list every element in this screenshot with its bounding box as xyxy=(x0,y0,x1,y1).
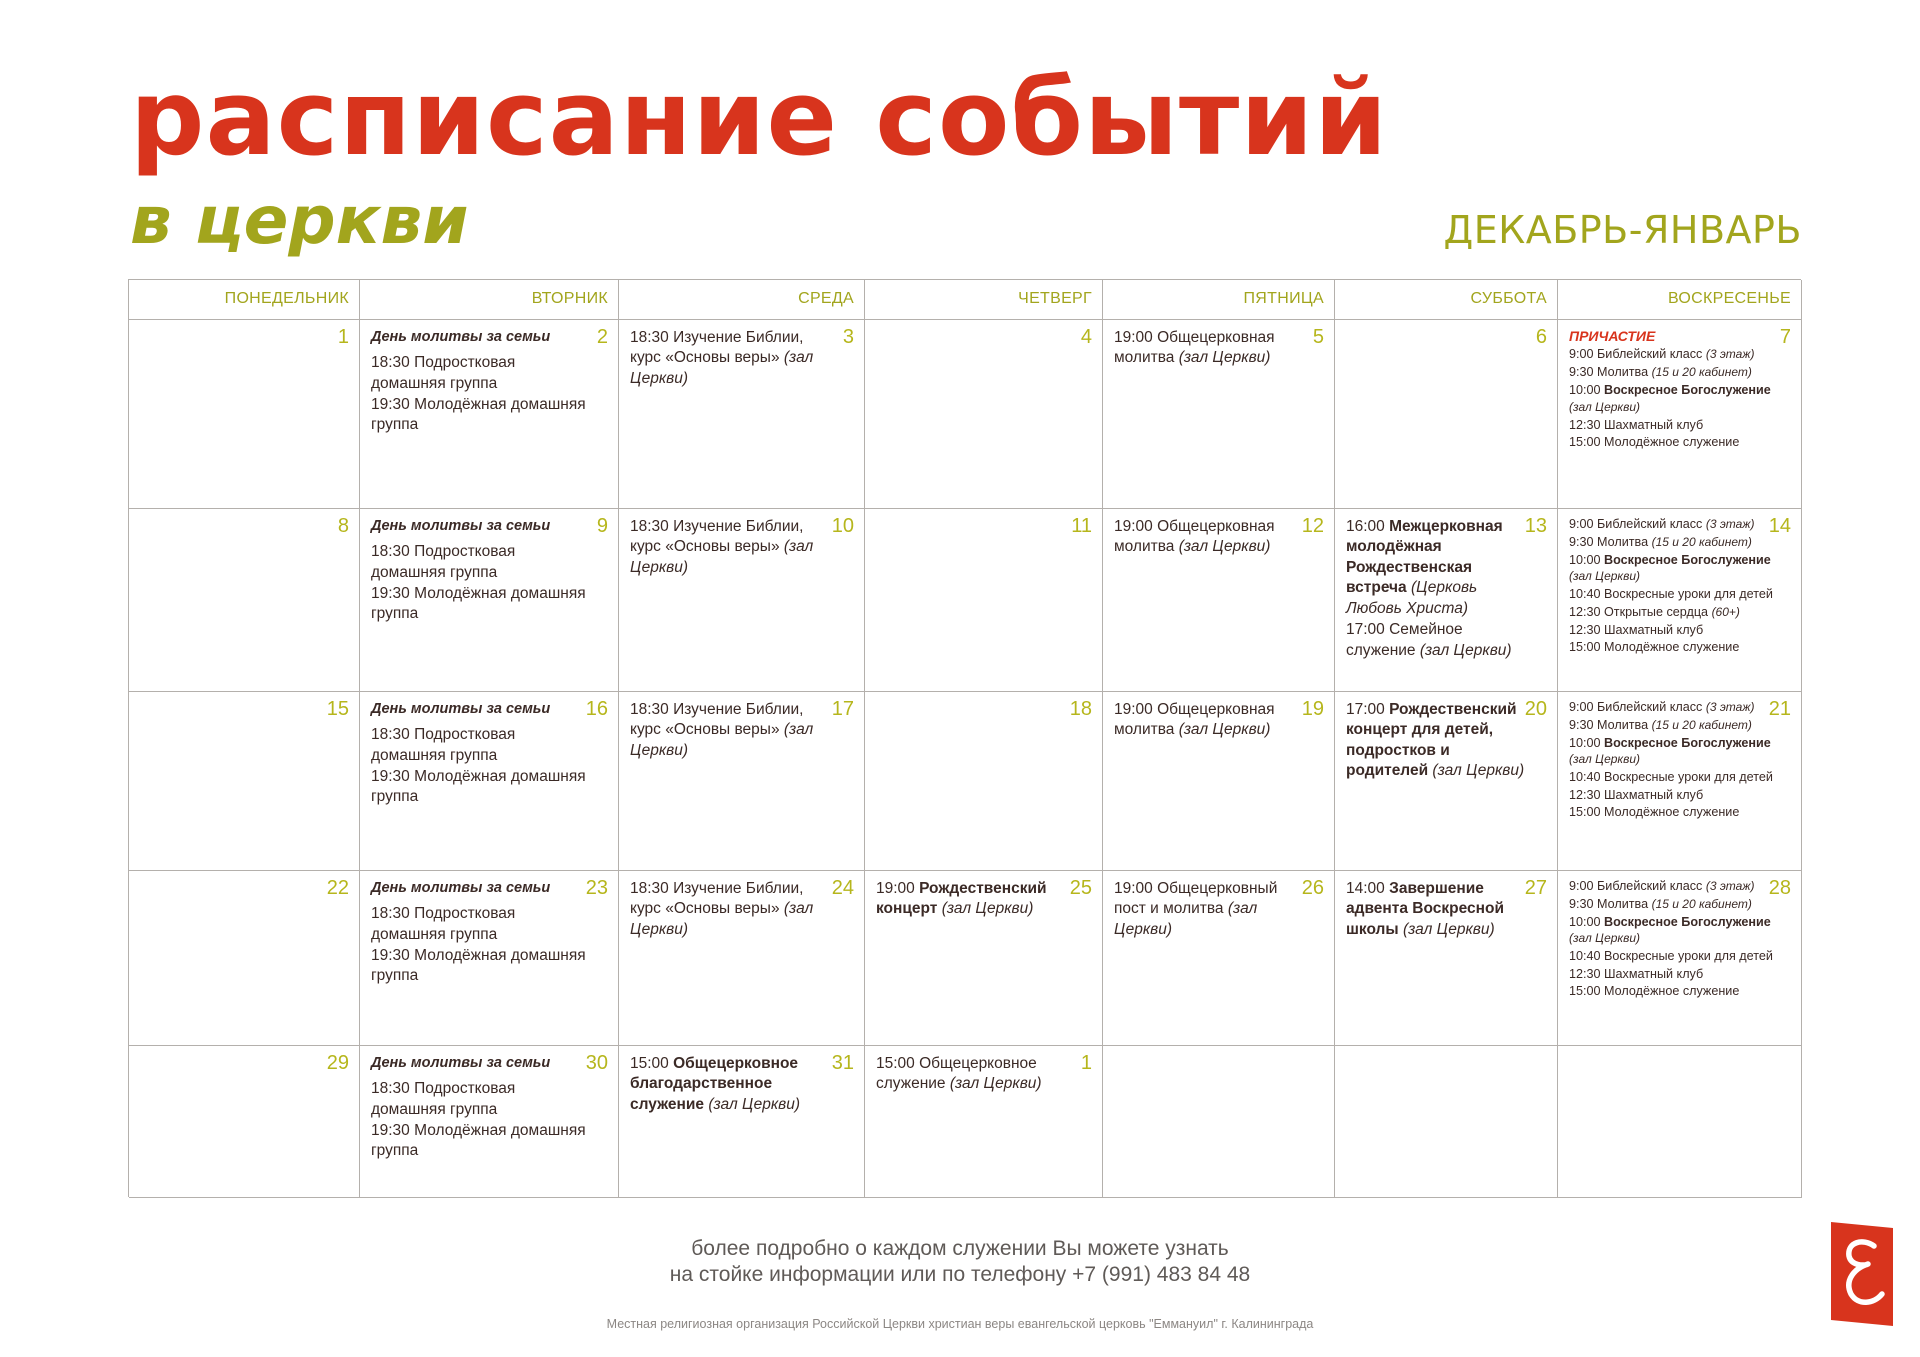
event-location: (3 этаж) xyxy=(1705,347,1755,362)
event-entry xyxy=(1346,517,1527,619)
event-location: (зал Церкви) xyxy=(630,721,814,759)
day-number: 10 xyxy=(831,515,854,537)
event-location: (15 и 20 кабинет) xyxy=(1651,717,1752,732)
event-entry xyxy=(1569,586,1775,603)
event-entry xyxy=(371,879,588,898)
event-entry xyxy=(1569,552,1775,585)
event-entry xyxy=(1346,879,1527,940)
event-entry xyxy=(1569,983,1775,1000)
event-entry xyxy=(876,1054,1072,1095)
event-entry xyxy=(1569,699,1775,716)
day-cell xyxy=(129,509,360,692)
event-location: (зал Церкви) xyxy=(1114,900,1258,938)
event-title: Молитва xyxy=(1597,896,1649,911)
event-entry xyxy=(1569,434,1775,451)
event-entry xyxy=(1569,804,1775,821)
event-location: (зал Церкви) xyxy=(630,900,814,938)
day-number: 9 xyxy=(596,515,608,537)
event-entry xyxy=(630,517,834,578)
day-cell xyxy=(1558,871,1802,1046)
event-time: 9:00 xyxy=(1569,517,1594,531)
event-title: Семейное служение xyxy=(1346,621,1463,659)
day-number: 27 xyxy=(1524,877,1547,899)
event-title: Молодёжная домашняя группа xyxy=(371,396,586,434)
event-time: 10:00 xyxy=(1569,914,1601,929)
event-time: 10:40 xyxy=(1569,949,1601,964)
event-entry xyxy=(1114,700,1304,741)
day-number: 19 xyxy=(1301,698,1324,720)
calendar-grid xyxy=(128,279,1801,1197)
event-title: Молодёжная домашняя группа xyxy=(371,947,586,985)
event-entry xyxy=(1569,639,1775,656)
event-title: Межцерковная молодёжная Рождественская встреча xyxy=(1346,518,1503,597)
day-number: 18 xyxy=(1069,698,1092,720)
day-cell xyxy=(129,1046,360,1198)
day-cell xyxy=(619,509,865,692)
day-cell xyxy=(865,692,1103,871)
event-entry xyxy=(1114,879,1304,940)
day-cell xyxy=(129,692,360,871)
event-title: Библейский класс xyxy=(1597,347,1703,362)
event-title: Подростковая домашняя группа xyxy=(371,726,516,764)
event-title: Воскресное Богослужение xyxy=(1604,735,1771,750)
event-title: Воскресное Богослужение xyxy=(1604,914,1771,929)
event-location: (15 и 20 кабинет) xyxy=(1651,534,1752,549)
event-time: 19:00 xyxy=(1114,329,1153,346)
day-cell xyxy=(1558,1046,1802,1198)
event-entry xyxy=(371,1079,588,1120)
event-entry xyxy=(1569,364,1775,381)
event-entry xyxy=(1569,878,1775,895)
event-entry xyxy=(371,946,588,987)
event-title: Открытые сердца xyxy=(1604,604,1709,619)
event-title: Молодёжное служение xyxy=(1604,435,1740,450)
day-number: 31 xyxy=(831,1052,854,1074)
day-number: 12 xyxy=(1301,515,1324,537)
event-time: 9:00 xyxy=(1569,879,1594,893)
day-cell xyxy=(865,509,1103,692)
event-entry xyxy=(1569,382,1775,415)
event-entry xyxy=(1569,787,1775,804)
event-title: Изучение Библии, курс «Основы веры» xyxy=(630,518,804,556)
event-time: 15:00 xyxy=(876,1055,915,1072)
event-time: 18:30 xyxy=(371,354,410,372)
event-time: 12:30 xyxy=(1569,417,1601,432)
day-header-mon: ПОНЕДЕЛЬНИК xyxy=(129,280,360,320)
event-entry xyxy=(1569,896,1775,913)
event-entry xyxy=(1569,966,1775,983)
event-entry xyxy=(1569,769,1775,786)
event-title: Шахматный клуб xyxy=(1604,966,1704,981)
day-number: 16 xyxy=(585,698,608,720)
event-location: (60+) xyxy=(1711,604,1740,619)
emmanuel-logo-icon xyxy=(1827,1218,1897,1330)
day-number: 14 xyxy=(1768,515,1791,537)
event-time: 10:00 xyxy=(1569,552,1601,567)
day-number: 2 xyxy=(596,326,608,348)
event-time: 18:30 xyxy=(630,329,669,346)
event-entry xyxy=(1569,948,1775,965)
day-number: 1 xyxy=(337,326,349,348)
event-location: (зал Церкви) xyxy=(1178,721,1271,739)
day-cell xyxy=(360,871,619,1046)
day-cell xyxy=(360,1046,619,1198)
event-entry xyxy=(371,1054,588,1073)
event-title: День молитвы за семьи xyxy=(371,518,551,534)
event-location: (зал Церкви) xyxy=(1178,349,1271,367)
event-title: Подростковая домашняя группа xyxy=(371,543,516,581)
day-number: 4 xyxy=(1080,326,1092,348)
event-time: 19:30 xyxy=(371,947,410,965)
event-location: (зал Церкви) xyxy=(1569,399,1641,414)
event-title: Воскресные уроки для детей xyxy=(1604,770,1773,785)
day-number: 24 xyxy=(831,877,854,899)
event-time: 18:30 xyxy=(371,726,410,744)
event-time: 18:30 xyxy=(630,880,669,897)
event-location: (зал Церкви) xyxy=(1569,752,1641,767)
event-title: Воскресное Богослужение xyxy=(1604,383,1771,398)
event-location: (зал Церкви) xyxy=(1178,538,1271,556)
event-entry xyxy=(371,700,588,719)
event-title: Молодёжная домашняя группа xyxy=(371,768,586,806)
day-cell xyxy=(1103,1046,1335,1198)
event-entry xyxy=(1569,914,1775,947)
event-entry xyxy=(630,328,834,389)
day-cell xyxy=(1335,509,1558,692)
event-time: 12:30 xyxy=(1569,622,1601,637)
event-location: (зал Церкви) xyxy=(1569,569,1641,584)
event-entry xyxy=(1569,534,1775,551)
footer-info-line: более подробно о каждом служении Вы можете узнать xyxy=(691,1237,1229,1260)
event-entry xyxy=(371,328,588,347)
day-number: 22 xyxy=(326,877,349,899)
event-entry xyxy=(630,879,834,940)
day-number: 6 xyxy=(1535,326,1547,348)
event-entry xyxy=(1569,417,1775,434)
day-header-wed: СРЕДА xyxy=(619,280,865,320)
event-title: Общецерковная молитва xyxy=(1114,329,1275,367)
event-location: (зал Церкви) xyxy=(630,538,814,576)
event-time: 15:00 xyxy=(1569,435,1601,450)
day-cell xyxy=(360,509,619,692)
event-entry xyxy=(371,517,588,536)
event-title: День молитвы за семьи xyxy=(371,701,551,717)
event-entry xyxy=(1569,346,1775,363)
day-cell xyxy=(1558,509,1802,692)
event-location: (зал Церкви) xyxy=(1569,931,1641,946)
event-location: (зал Церкви) xyxy=(708,1095,801,1113)
event-title: Библейский класс xyxy=(1597,879,1703,893)
event-entry xyxy=(630,1054,834,1115)
event-location: (15 и 20 кабинет) xyxy=(1651,365,1752,380)
event-time: 9:30 xyxy=(1569,534,1594,549)
event-time: 18:30 xyxy=(371,543,410,561)
event-time: 9:00 xyxy=(1569,347,1594,362)
event-time: 10:00 xyxy=(1569,735,1601,750)
day-cell xyxy=(129,320,360,509)
event-time: 18:30 xyxy=(630,518,669,535)
page-subtitle: в церкви xyxy=(130,182,469,259)
event-time: 9:30 xyxy=(1569,717,1594,732)
event-location: (3 этаж) xyxy=(1705,517,1755,531)
day-cell xyxy=(1103,509,1335,692)
event-entry xyxy=(1569,735,1775,768)
event-time: 12:30 xyxy=(1569,966,1601,981)
event-title: Общецерковная молитва xyxy=(1114,518,1275,556)
page-title: расписание событий xyxy=(130,57,1389,179)
event-location: (Церковь Любовь Христа) xyxy=(1346,579,1478,617)
event-title: Подростковая домашняя группа xyxy=(371,1080,516,1118)
day-number: 8 xyxy=(337,515,349,537)
day-number: 29 xyxy=(326,1052,349,1074)
footer-organization: Местная религиозная организация Российской Церкви христиан веры евангельской церковь "Еммануил" г. Калининграда xyxy=(606,1317,1314,1331)
footer-info xyxy=(0,1236,1920,1289)
event-title: Подростковая домашняя группа xyxy=(371,905,516,943)
day-cell xyxy=(1103,692,1335,871)
event-time: 12:30 xyxy=(1569,604,1601,619)
event-title: Молитва xyxy=(1597,717,1649,732)
event-entry xyxy=(876,879,1072,920)
day-number: 30 xyxy=(585,1052,608,1074)
event-entry xyxy=(1569,327,1775,345)
day-number: 15 xyxy=(326,698,349,720)
event-time: 14:00 xyxy=(1346,880,1385,897)
event-title: Общецерковный пост и молитва xyxy=(1114,880,1278,918)
day-cell xyxy=(1335,1046,1558,1198)
day-cell xyxy=(129,871,360,1046)
event-time: 19:30 xyxy=(371,768,410,786)
period-label: ДЕКАБРЬ-ЯНВАРЬ xyxy=(1443,208,1802,252)
day-cell xyxy=(1103,320,1335,509)
day-header-thu: ЧЕТВЕРГ xyxy=(865,280,1103,320)
event-entry xyxy=(371,904,588,945)
day-number: 1 xyxy=(1080,1052,1092,1074)
event-entry xyxy=(1346,620,1527,661)
event-time: 9:30 xyxy=(1569,896,1594,911)
event-time: 19:30 xyxy=(371,396,410,414)
day-cell xyxy=(360,692,619,871)
day-cell xyxy=(619,1046,865,1198)
day-number: 13 xyxy=(1524,515,1547,537)
event-title: Изучение Библии, курс «Основы веры» xyxy=(630,329,804,367)
day-cell xyxy=(865,1046,1103,1198)
day-number: 11 xyxy=(1071,515,1092,537)
event-title: День молитвы за семьи xyxy=(371,1055,551,1071)
event-entry xyxy=(371,353,588,394)
event-time: 10:40 xyxy=(1569,770,1601,785)
event-time: 17:00 xyxy=(1346,701,1385,718)
event-title: Общецерковное благодарственное служение xyxy=(630,1055,799,1113)
event-entry xyxy=(371,767,588,808)
event-title: Воскресное Богослужение xyxy=(1604,552,1771,567)
event-title: Библейский класс xyxy=(1597,700,1703,714)
event-time: 10:00 xyxy=(1569,383,1601,398)
event-location: (зал Церкви) xyxy=(1432,762,1525,780)
event-title: Молитва xyxy=(1597,534,1649,549)
event-title: Молитва xyxy=(1597,365,1649,380)
event-entry xyxy=(371,1121,588,1162)
event-location: (зал Церкви) xyxy=(941,900,1034,918)
day-number: 7 xyxy=(1779,326,1791,348)
day-number: 20 xyxy=(1524,698,1547,720)
event-time: 19:00 xyxy=(1114,880,1153,897)
event-title: Рождественский концерт xyxy=(876,880,1047,918)
event-time: 15:00 xyxy=(1569,984,1601,999)
event-location: (зал Церкви) xyxy=(949,1075,1042,1093)
event-location: (15 и 20 кабинет) xyxy=(1651,896,1752,911)
day-cell xyxy=(1335,692,1558,871)
day-cell xyxy=(1558,320,1802,509)
day-header-sat: СУББОТА xyxy=(1335,280,1558,320)
event-title: Шахматный клуб xyxy=(1604,417,1704,432)
event-time: 18:30 xyxy=(371,905,410,923)
footer-info-line: на стойке информации или по телефону +7 (991) 483 84 48 xyxy=(669,1263,1251,1287)
event-title: Подростковая домашняя группа xyxy=(371,354,516,392)
event-time: 19:00 xyxy=(1114,701,1153,718)
event-title: Рождественский концерт для детей, подростков и родителей xyxy=(1346,701,1517,780)
day-cell xyxy=(619,871,865,1046)
day-number: 3 xyxy=(842,326,854,348)
event-time: 18:30 xyxy=(371,1080,410,1098)
event-title: День молитвы за семьи xyxy=(371,329,551,345)
event-time: 16:00 xyxy=(1346,518,1385,535)
event-title: Молодёжное служение xyxy=(1604,640,1740,655)
event-time: 18:30 xyxy=(630,701,669,718)
day-cell xyxy=(619,320,865,509)
event-time: 19:00 xyxy=(1114,518,1153,535)
day-cell xyxy=(865,320,1103,509)
event-entry xyxy=(1346,700,1527,782)
event-time: 10:40 xyxy=(1569,587,1601,602)
event-entry xyxy=(1569,516,1775,533)
event-entry xyxy=(1114,328,1304,369)
event-time: 9:00 xyxy=(1569,700,1594,714)
event-entry xyxy=(1569,604,1775,621)
event-entry xyxy=(371,725,588,766)
event-title: Общецерковная молитва xyxy=(1114,701,1275,739)
day-cell xyxy=(1335,320,1558,509)
day-cell xyxy=(1335,871,1558,1046)
day-number: 5 xyxy=(1312,326,1324,348)
event-title: Изучение Библии, курс «Основы веры» xyxy=(630,701,804,739)
event-entry xyxy=(371,542,588,583)
event-title: Изучение Библии, курс «Основы веры» xyxy=(630,880,804,918)
event-title: Общецерковное служение xyxy=(876,1055,1037,1093)
day-cell xyxy=(1558,692,1802,871)
event-entry xyxy=(630,700,834,761)
event-title: ПРИЧАСТИЕ xyxy=(1569,328,1656,344)
event-time: 19:30 xyxy=(371,585,410,603)
day-header-tue: ВТОРНИК xyxy=(360,280,619,320)
event-title: Молодёжное служение xyxy=(1604,805,1740,820)
day-number: 23 xyxy=(585,877,608,899)
day-cell xyxy=(865,871,1103,1046)
event-entry xyxy=(1569,717,1775,734)
event-time: 17:00 xyxy=(1346,621,1385,639)
day-number: 25 xyxy=(1069,877,1092,899)
event-title: Шахматный клуб xyxy=(1604,787,1704,802)
event-title: Воскресные уроки для детей xyxy=(1604,949,1773,964)
day-number: 17 xyxy=(831,698,854,720)
event-entry xyxy=(1114,517,1304,558)
event-time: 19:30 xyxy=(371,1122,410,1140)
event-location: (зал Церкви) xyxy=(1419,641,1512,659)
day-header-sun: ВОСКРЕСЕНЬЕ xyxy=(1558,280,1802,320)
event-location: (зал Церкви) xyxy=(1402,920,1495,938)
day-number: 28 xyxy=(1768,877,1791,899)
event-time: 15:00 xyxy=(1569,640,1601,655)
day-header-fri: ПЯТНИЦА xyxy=(1103,280,1335,320)
event-title: Молодёжное служение xyxy=(1604,984,1740,999)
day-number: 26 xyxy=(1301,877,1324,899)
event-entry xyxy=(371,395,588,436)
event-entry xyxy=(371,584,588,625)
event-title: Молодёжная домашняя группа xyxy=(371,585,586,623)
event-location: (3 этаж) xyxy=(1705,700,1755,714)
event-title: Шахматный клуб xyxy=(1604,622,1704,637)
event-time: 15:00 xyxy=(1569,805,1601,820)
day-cell xyxy=(1103,871,1335,1046)
day-cell xyxy=(619,692,865,871)
day-cell xyxy=(360,320,619,509)
event-title: Завершение адвента Воскресной школы xyxy=(1346,880,1504,938)
event-title: Воскресные уроки для детей xyxy=(1604,587,1773,602)
event-title: Библейский класс xyxy=(1597,517,1703,531)
event-title: Молодёжная домашняя группа xyxy=(371,1122,586,1160)
event-time: 9:30 xyxy=(1569,365,1594,380)
event-location: (зал Церкви) xyxy=(630,349,814,387)
day-number: 21 xyxy=(1768,698,1791,720)
event-time: 12:30 xyxy=(1569,787,1601,802)
event-entry xyxy=(1569,622,1775,639)
event-location: (3 этаж) xyxy=(1705,879,1755,893)
event-title: День молитвы за семьи xyxy=(371,880,551,896)
event-time: 15:00 xyxy=(630,1055,669,1072)
event-time: 19:00 xyxy=(876,880,915,897)
